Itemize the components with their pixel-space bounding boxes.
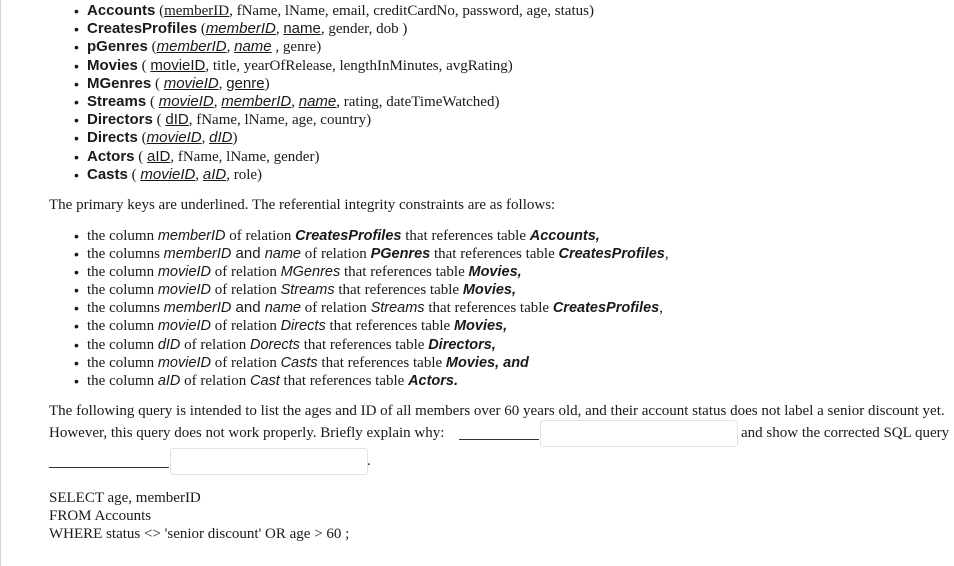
bullet-icon: •: [74, 166, 79, 183]
relation-open-paren: (: [197, 21, 206, 38]
relation-name: Accounts: [87, 2, 156, 19]
answer-box-sql[interactable]: [170, 448, 368, 475]
relation-item: [74, 166, 594, 184]
constraint-term: movieID: [157, 264, 212, 281]
relation-open-paren: (: [152, 112, 166, 129]
bullet-icon: •: [74, 372, 79, 389]
intro-paragraph: The primary keys are underlined. The referential integrity constraints are as follows:: [49, 197, 556, 213]
constraint-item: [74, 336, 669, 354]
bullet-icon: •: [74, 39, 79, 56]
bullet-icon: •: [74, 282, 79, 299]
constraint-text: ,: [659, 300, 663, 317]
bullet-icon: •: [74, 318, 79, 335]
query-description: The following query is intended to list the ages and ID of all members over 60 years old, and their account status does not label a senior discount yet.: [49, 403, 945, 419]
attribute-text: , fName, lName, gender): [170, 148, 320, 165]
sql-line-where: WHERE status <> 'senior discount' OR age > 60 ;: [49, 526, 350, 542]
constraint-text: the columns: [87, 300, 164, 317]
bullet-icon: •: [74, 112, 79, 129]
constraint-term: Movies, and: [445, 354, 529, 371]
primary-key-attribute: memberID: [221, 92, 292, 110]
attribute-text: ,: [275, 21, 284, 38]
constraint-term: name: [264, 300, 301, 317]
constraint-text: the column: [87, 336, 158, 353]
attribute-text: ,: [213, 93, 222, 110]
constraint-term: CreatesProfiles: [552, 300, 660, 317]
primary-key-attribute: memberID: [205, 20, 276, 38]
constraint-term: Dorects: [249, 336, 300, 353]
relation-item: [74, 148, 594, 166]
query-instruction-start: However, this query does not work properly. Briefly explain why:: [49, 425, 445, 441]
constraint-item: [74, 372, 669, 390]
constraint-text: that references table: [325, 318, 454, 335]
relation-name: CreatesProfiles: [87, 20, 198, 38]
relation-name: pGenres: [87, 38, 148, 56]
constraint-term: Streams: [280, 282, 335, 299]
attribute-text: ,: [226, 39, 235, 56]
constraint-text: of relation: [211, 318, 281, 335]
constraints-list: [74, 227, 669, 390]
constraint-term: Streams: [370, 300, 425, 317]
constraint-term: Movies,: [468, 264, 522, 281]
bullet-icon: •: [74, 21, 79, 38]
bullet-icon: •: [74, 354, 79, 371]
constraint-term: Accounts,: [529, 228, 600, 244]
primary-key-attribute: name: [234, 38, 272, 56]
constraint-text: and: [231, 299, 265, 317]
relation-item: [74, 111, 594, 129]
constraint-term: Directs: [280, 318, 326, 335]
constraint-term: Actors.: [408, 372, 459, 389]
relation-name: Directs: [87, 129, 138, 147]
relation-name: Directors: [87, 111, 153, 129]
bullet-icon: •: [74, 264, 79, 281]
relation-item: [74, 93, 594, 111]
blank-line-2: [49, 467, 169, 468]
constraint-term: CreatesProfiles: [558, 246, 665, 263]
answer-box-why[interactable]: [540, 420, 738, 447]
attribute-text: ,: [291, 93, 299, 110]
constraint-term: Casts: [280, 354, 318, 371]
sql-query: [49, 489, 349, 543]
period: .: [367, 453, 371, 469]
primary-key-attribute: aID: [202, 165, 227, 183]
bullet-icon: •: [74, 130, 79, 147]
relation-open-paren: (: [134, 148, 148, 165]
primary-key-attribute: name: [298, 92, 337, 110]
constraint-item: [74, 227, 669, 245]
constraint-text: of relation: [301, 300, 371, 317]
constraint-text: ,: [664, 246, 669, 263]
constraint-term: movieID: [157, 282, 212, 299]
attribute-text: ,: [195, 166, 203, 183]
bullet-icon: •: [74, 148, 79, 165]
relation-open-paren: (: [147, 39, 157, 56]
constraint-term: movieID: [157, 318, 212, 335]
constraint-term: CreatesProfiles: [295, 228, 402, 244]
relation-item: [74, 20, 594, 38]
constraint-item: [74, 263, 669, 281]
constraint-term: name: [264, 246, 301, 263]
relation-name: Movies: [87, 56, 138, 74]
attribute-text: , genre): [271, 39, 322, 56]
attribute-text: ): [232, 130, 238, 147]
constraint-term: Cast: [249, 372, 280, 389]
constraint-item: [74, 317, 669, 335]
attribute-text: ,: [218, 75, 227, 92]
constraint-text: that references table: [317, 354, 446, 371]
constraint-text: that references table: [424, 300, 553, 317]
constraint-text: the column: [87, 318, 158, 335]
constraint-text: that references table: [430, 246, 559, 263]
bullet-icon: •: [74, 93, 79, 110]
relation-item: [74, 129, 594, 147]
constraint-text: of relation: [211, 282, 281, 299]
constraint-text: of relation: [211, 354, 281, 371]
constraint-text: of relation: [180, 372, 250, 389]
bullet-icon: •: [74, 75, 79, 92]
relation-open-paren: (: [155, 3, 165, 19]
constraint-text: the column: [87, 282, 158, 299]
primary-key-attribute: movieID: [150, 56, 206, 74]
bullet-icon: •: [74, 228, 79, 244]
constraint-text: that references table: [401, 228, 530, 244]
constraint-text: the column: [87, 228, 158, 244]
constraint-term: memberID: [163, 300, 232, 317]
constraint-text: that references table: [279, 372, 409, 389]
relation-item: [74, 38, 594, 56]
attribute-text: , role): [226, 166, 263, 183]
constraint-text: that references table: [340, 264, 469, 281]
constraint-text: the columns: [87, 246, 164, 263]
bullet-icon: •: [74, 246, 79, 263]
constraint-item: [74, 299, 669, 317]
constraint-text: of relation: [225, 228, 296, 244]
relation-open-paren: (: [146, 93, 159, 110]
constraint-text: the column: [87, 372, 158, 389]
relation-item: [74, 2, 594, 20]
relation-name: Actors: [87, 147, 135, 165]
constraint-text: of relation: [211, 264, 281, 281]
attribute-text: , fName, lName, age, country): [188, 112, 372, 129]
constraint-term: movieID: [157, 354, 212, 371]
constraint-term: Movies,: [453, 318, 508, 335]
attribute-text: , rating, dateTimeWatched): [336, 93, 500, 110]
query-instruction-end: and show the corrected SQL query: [741, 425, 950, 441]
constraint-term: Directors,: [428, 336, 496, 353]
bullet-icon: •: [74, 336, 79, 353]
constraint-text: that references table: [334, 282, 463, 299]
constraint-text: and: [231, 245, 265, 263]
attribute-text: , fName, lName, email, creditCardNo, password, age, status): [229, 3, 594, 19]
constraint-term: aID: [157, 372, 181, 389]
relation-name: Streams: [87, 92, 147, 110]
relation-item: [74, 75, 594, 93]
attribute-text: ,: [201, 130, 210, 147]
primary-key-attribute: name: [283, 20, 321, 38]
constraint-text: of relation: [180, 336, 250, 353]
constraint-term: PGenres: [370, 246, 431, 263]
relation-open-paren: (: [127, 166, 141, 183]
attribute-text: , title, yearOfRelease, lengthInMinutes, avgRating): [205, 57, 513, 74]
primary-key-attribute: movieID: [163, 74, 219, 92]
sql-line-select: SELECT age, memberID: [49, 490, 201, 506]
attribute-text: , gender, dob ): [320, 21, 408, 38]
relation-item: [74, 57, 594, 75]
constraint-text: that references table: [299, 336, 429, 353]
bullet-icon: •: [74, 57, 79, 74]
primary-key-attribute: dID: [209, 129, 233, 147]
constraint-term: Movies,: [462, 282, 517, 299]
primary-key-attribute: movieID: [146, 129, 202, 147]
constraint-term: memberID: [163, 246, 232, 263]
constraint-text: the column: [87, 264, 158, 281]
constraint-term: memberID: [157, 228, 226, 244]
primary-key-attribute: memberID: [164, 3, 230, 19]
relation-open-paren: (: [137, 57, 151, 74]
sql-line-from: FROM Accounts: [49, 508, 152, 524]
left-border: [0, 0, 1, 566]
constraint-term: MGenres: [280, 264, 341, 281]
attribute-text: ): [264, 75, 270, 92]
constraint-term: dID: [157, 336, 181, 353]
constraint-text: of relation: [301, 246, 371, 263]
primary-key-attribute: memberID: [156, 38, 227, 56]
relations-list: [74, 2, 594, 184]
blank-line-1: [459, 439, 539, 440]
relation-open-paren: (: [137, 130, 147, 147]
relation-open-paren: (: [151, 75, 164, 92]
constraint-text: the column: [87, 354, 158, 371]
primary-key-attribute: aID: [147, 147, 171, 165]
relation-name: Casts: [87, 165, 128, 183]
bullet-icon: •: [74, 300, 79, 317]
relation-name: MGenres: [87, 74, 152, 92]
primary-key-attribute: movieID: [158, 92, 214, 110]
primary-key-attribute: genre: [226, 74, 265, 92]
constraint-item: [74, 354, 669, 372]
bullet-icon: •: [74, 3, 79, 19]
constraint-item: [74, 245, 669, 263]
primary-key-attribute: movieID: [140, 165, 196, 183]
primary-key-attribute: dID: [165, 111, 189, 129]
constraint-item: [74, 281, 669, 299]
